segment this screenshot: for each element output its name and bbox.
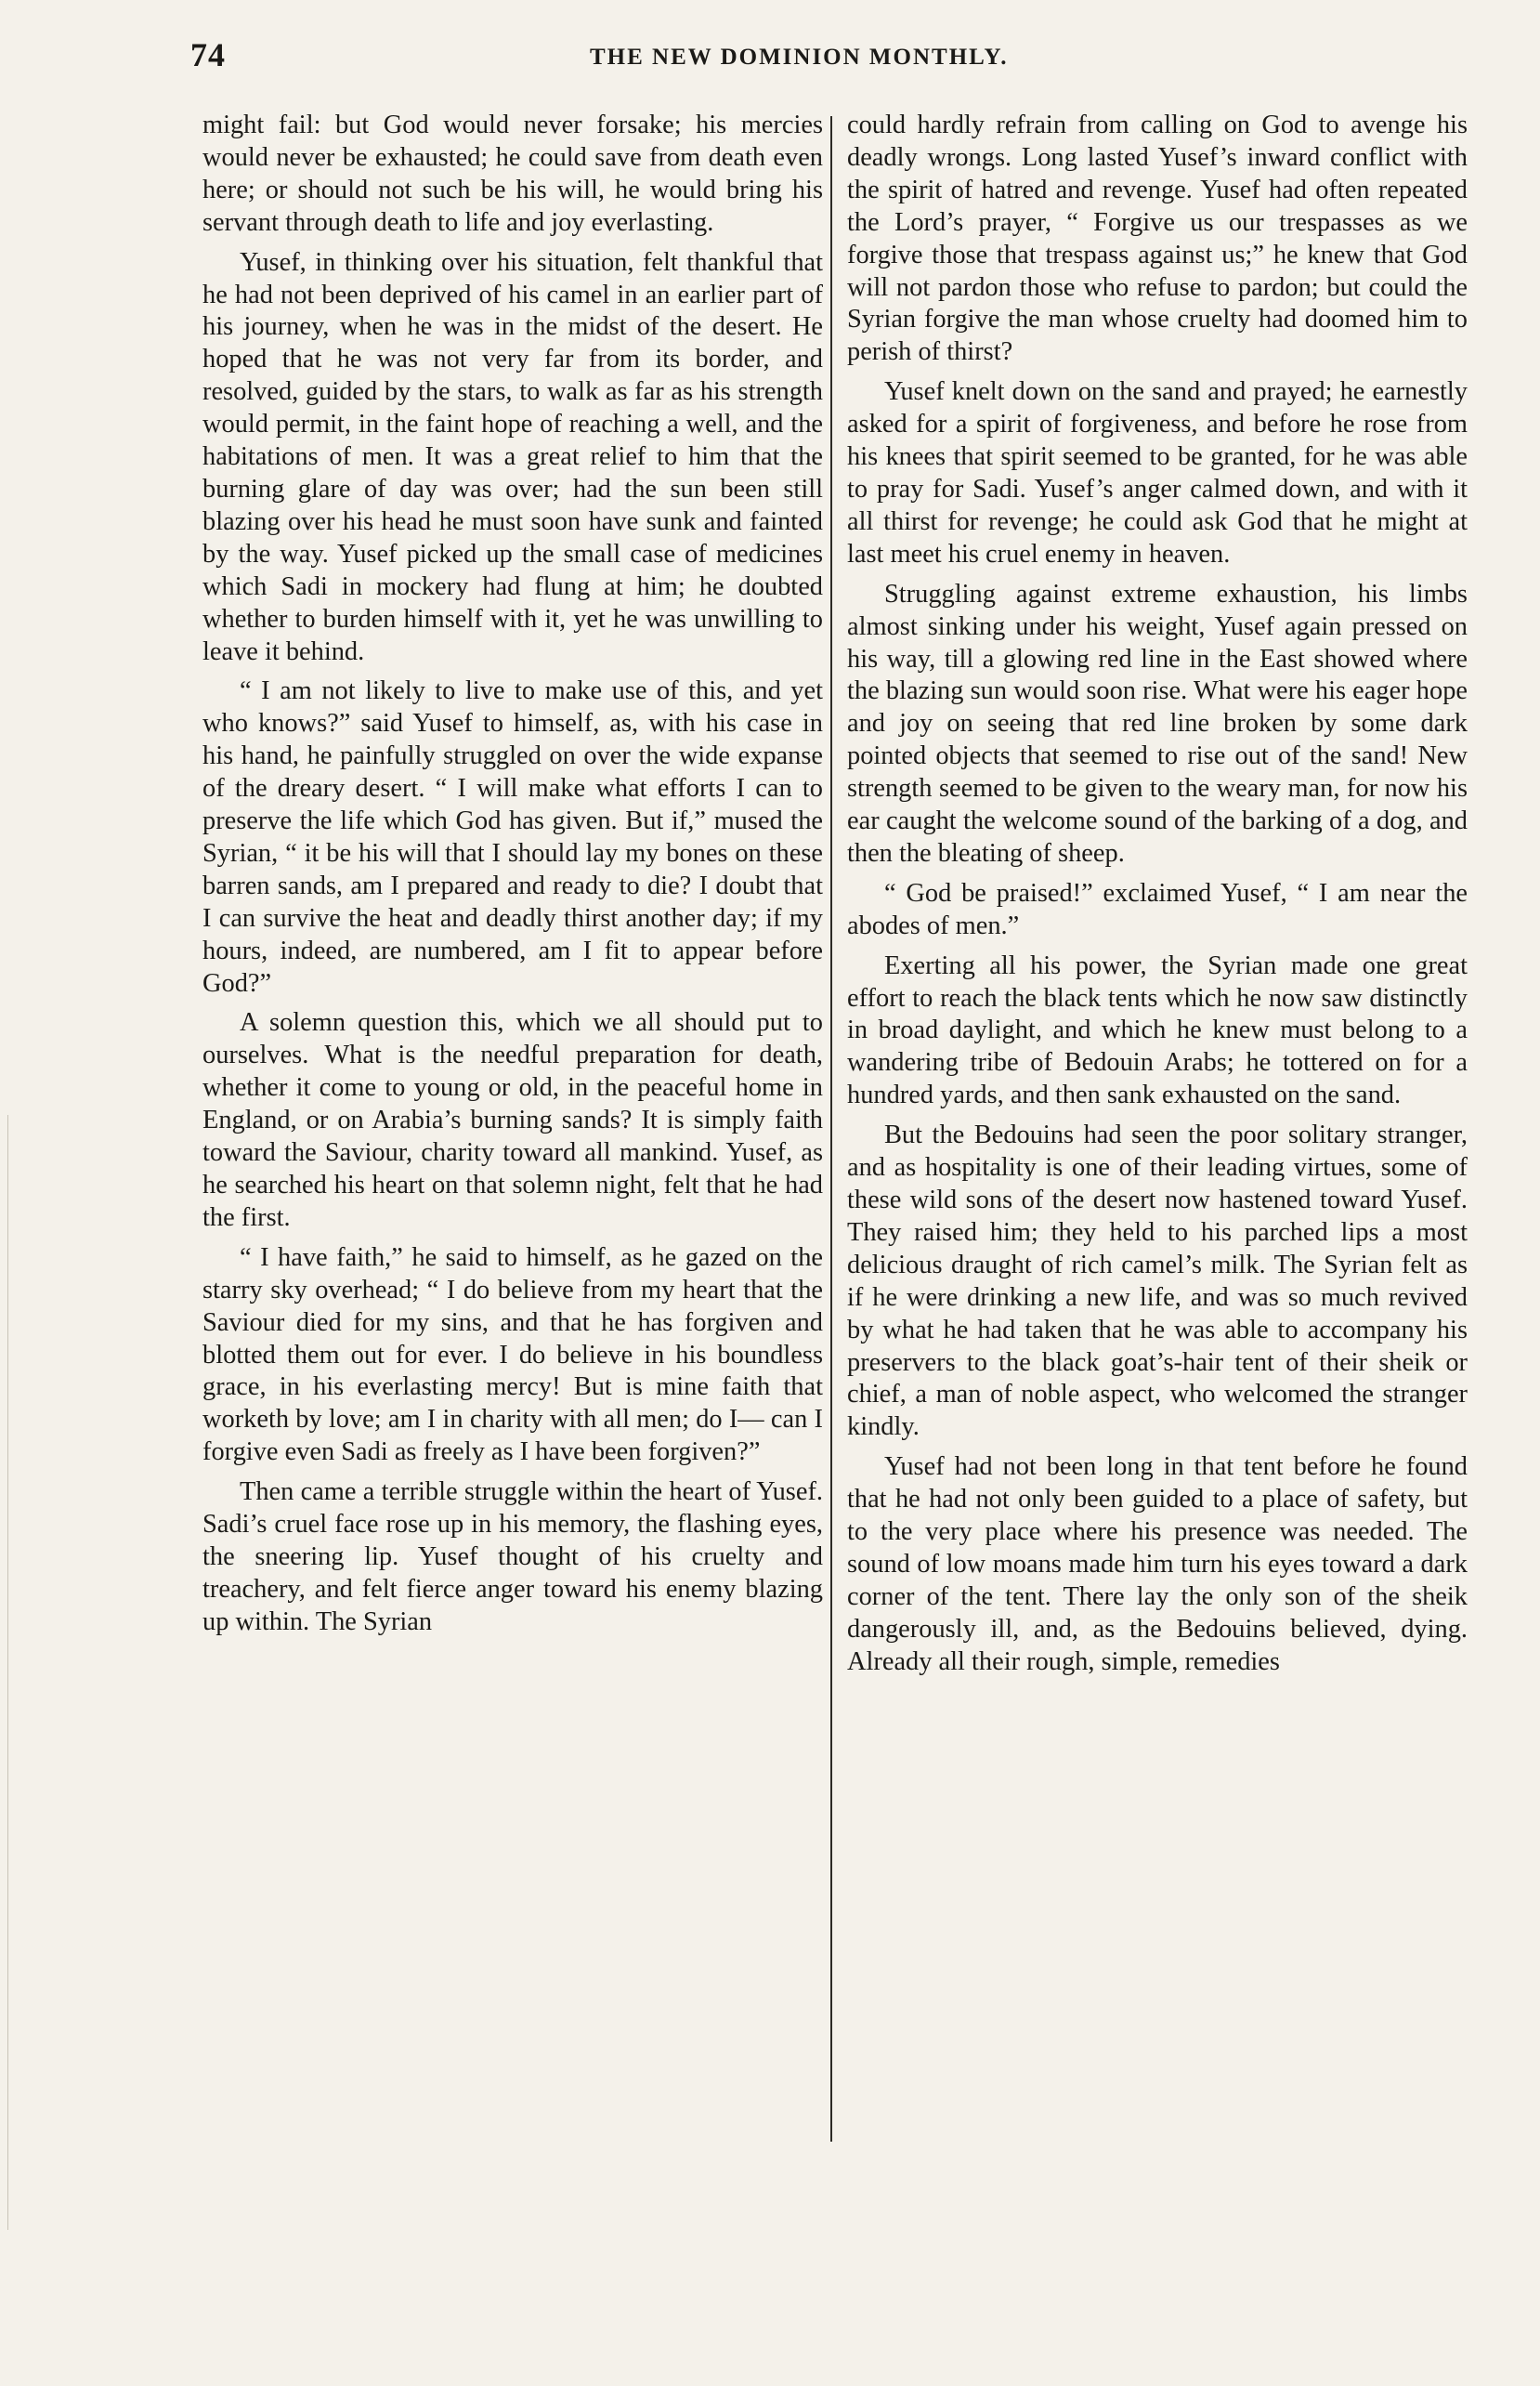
paragraph: “ God be praised!” exclaimed Yusef, “ I am near the abodes of men.” [847, 878, 1468, 940]
paragraph: Exerting all his power, the Syrian made one great effort to reach the black tents which he now saw distinctly in broad daylight, and which he knew must belong to a wandering tribe of Bedouin Arabs; he tottered on for a hundred yards, and then sank exhausted on the sand. [847, 950, 1468, 1110]
paragraph: A solemn question this, which we all should put to ourselves. What is the needful preparation for death, whether it come to young or old, in the peaceful home in England, or on Arabia’s burning sands? It is simply faith toward the Saviour, charity toward all mankind. Yusef, as he searched his heart on that solemn night, felt that he had the first. [202, 1008, 823, 1232]
paragraph: Yusef knelt down on the sand and prayed; he earnestly asked for a spirit of forgiveness, and before he rose from his knees that spirit seemed to be granted, for he was able to pray for Sadi. Yusef’s anger calmed down, and with it all thirst for revenge; he could ask God that he might at last meet his cruel enemy in heaven. [847, 377, 1468, 569]
page-number: 74 [190, 36, 226, 73]
paragraph: Then came a terrible struggle within the heart of Yusef. Sadi’s cruel face rose up in his memory, the flashing eyes, the sneering lip. Yusef thought of his cruelty and treachery, and felt fierce anger toward his enemy blazing up within. The Syrian [202, 1477, 823, 1636]
column-divider [830, 116, 832, 2142]
paragraph: might fail: but God would never forsake; his mercies would never be exhausted; he could save from death even here; or should not such be his will, he would bring his servant through death to life and joy everlasting. [202, 111, 823, 237]
paragraph: Yusef had not been long in that tent before he found that he had not only been guided to a place of safety, but to the very place where his presence was needed. The sound of low moans made him turn his eyes toward a dark corner of the tent. There lay the only son of the sheik dangerously ill, and, as the Bedouins believed, dying. Already all their rough, simple, remedies [847, 1452, 1468, 1676]
scan-edge-shadow [7, 1115, 8, 2230]
right-column [847, 110, 1468, 1686]
paragraph: Struggling against extreme exhaustion, his limbs almost sinking under his weight, Yusef again pressed on his way, till a glowing red line in the East showed where the blazing sun would soon rise. What were his eager hope and joy on seeing that red line broken by some dark pointed objects that seemed to rise out of the sand! New strength seemed to be given to the weary man, for now his ear caught the welcome sound of the barking of a dog, and then the bleating of sheep. [847, 579, 1468, 868]
page-header [190, 35, 1491, 72]
running-title: THE NEW DOMINION MONTHLY. [590, 45, 1009, 70]
paragraph: Yusef, in thinking over his situation, felt thankful that he had not been deprived of his camel in an earlier part of his journey, when he was in the midst of the desert. He hoped that he was not very far from its border, and resolved, guided by the stars, to walk as far as his strength would permit, in the faint hope of reaching a well, and the habitations of men. It was a great relief to him that the burning glare of day was over; had the sun been still blazing over his head he must soon have sunk and fainted by the way. Yusef picked up the small case of medicines which Sadi in mockery had flung at him; he doubted whether to burden himself with it, yet he was unwilling to leave it behind. [202, 247, 823, 666]
paragraph: “ I have faith,” he said to himself, as he gazed on the starry sky overhead; “ I do believe from my heart that the Saviour died for my sins, and that he has forgiven and blotted them out for ever. I do believe in his boundless grace, in his everlasting mercy! But is mine faith that worketh by love; am I in charity with all men; do I— can I forgive even Sadi as freely as I have been forgiven?” [202, 1242, 823, 1467]
left-column [202, 110, 823, 1646]
paragraph: “ I am not likely to live to make use of this, and yet who knows?” said Yusef to himself, as, with his case in his hand, he painfully struggled on over the wide expanse of the dreary desert. “ I will make what efforts I can to preserve the life which God has given. But if,” mused the Syrian, “ it be his will that I should lay my bones on these barren sands, am I prepared and ready to die? I doubt that I can survive the heat and deadly thirst another day; if my hours, indeed, are numbered, am I fit to appear before God?” [202, 676, 823, 998]
paragraph: But the Bedouins had seen the poor solitary stranger, and as hospitality is one of their leading virtues, some of these wild sons of the desert now hastened toward Yusef. They raised him; they held to his parched lips a most delicious draught of rich camel’s milk. The Syrian felt as if he were drinking a new life, and was so much revived by what he had taken that he was able to accompany his preservers to the black goat’s-hair tent of their sheik or chief, a man of noble aspect, who welcomed the stranger kindly. [847, 1121, 1468, 1442]
paragraph: could hardly refrain from calling on God to avenge his deadly wrongs. Long lasted Yusef’s inward conflict with the spirit of hatred and revenge. Yusef had often repeated the Lord’s prayer, “ Forgive us our trespasses as we forgive those that trespass against us;” he knew that God will not pardon those who refuse to pardon; but could the Syrian forgive the man whose cruelty had doomed him to perish of thirst? [847, 111, 1468, 367]
